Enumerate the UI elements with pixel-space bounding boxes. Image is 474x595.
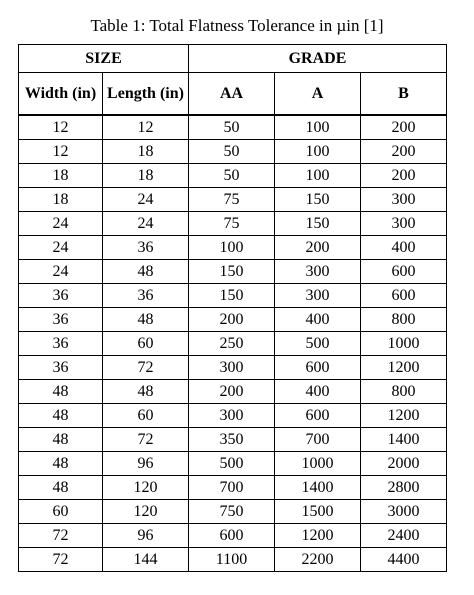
grade-b-cell: 200 bbox=[361, 115, 447, 140]
width-cell: 24 bbox=[19, 212, 103, 236]
width-cell: 72 bbox=[19, 524, 103, 548]
width-cell: 48 bbox=[19, 428, 103, 452]
table-row bbox=[19, 500, 447, 524]
width-cell: 36 bbox=[19, 356, 103, 380]
grade-b-cell: 600 bbox=[361, 260, 447, 284]
width-cell: 72 bbox=[19, 548, 103, 572]
width-cell: 12 bbox=[19, 140, 103, 164]
grade-a-cell: 1000 bbox=[275, 452, 361, 476]
table-row bbox=[19, 548, 447, 572]
length-cell: 72 bbox=[103, 428, 189, 452]
grade-aa-cell: 50 bbox=[189, 115, 275, 140]
length-cell: 96 bbox=[103, 524, 189, 548]
grade-b-cell: 800 bbox=[361, 308, 447, 332]
length-cell: 48 bbox=[103, 308, 189, 332]
table-row bbox=[19, 476, 447, 500]
length-cell: 18 bbox=[103, 164, 189, 188]
grade-group-header: GRADE bbox=[189, 45, 447, 73]
grade-a-cell: 600 bbox=[275, 356, 361, 380]
table-row bbox=[19, 356, 447, 380]
grade-a-cell: 100 bbox=[275, 140, 361, 164]
grade-aa-cell: 750 bbox=[189, 500, 275, 524]
grade-a-cell: 400 bbox=[275, 308, 361, 332]
grade-b-cell: 400 bbox=[361, 236, 447, 260]
table-row bbox=[19, 188, 447, 212]
width-cell: 12 bbox=[19, 115, 103, 140]
table-body bbox=[19, 115, 447, 572]
table-row bbox=[19, 332, 447, 356]
grade-b-cell: 2400 bbox=[361, 524, 447, 548]
length-cell: 48 bbox=[103, 380, 189, 404]
table-caption: Table 1: Total Flatness Tolerance in µin [1] bbox=[90, 16, 384, 35]
grade-b-cell: 300 bbox=[361, 212, 447, 236]
grade-b-cell: 1400 bbox=[361, 428, 447, 452]
grade-a-cell: 400 bbox=[275, 380, 361, 404]
table-row bbox=[19, 452, 447, 476]
grade-b-cell: 1200 bbox=[361, 356, 447, 380]
grade-a-cell: 600 bbox=[275, 404, 361, 428]
length-cell: 36 bbox=[103, 236, 189, 260]
header-row-columns bbox=[19, 73, 447, 116]
table-row bbox=[19, 236, 447, 260]
grade-aa-cell: 150 bbox=[189, 260, 275, 284]
length-cell: 96 bbox=[103, 452, 189, 476]
grade-a-cell: 700 bbox=[275, 428, 361, 452]
grade-a-cell: 150 bbox=[275, 212, 361, 236]
grade-aa-cell: 700 bbox=[189, 476, 275, 500]
length-cell: 12 bbox=[103, 115, 189, 140]
grade-aa-column-header: AA bbox=[189, 73, 275, 116]
length-cell: 36 bbox=[103, 284, 189, 308]
width-cell: 48 bbox=[19, 380, 103, 404]
width-cell: 48 bbox=[19, 404, 103, 428]
grade-aa-cell: 50 bbox=[189, 164, 275, 188]
size-group-header: SIZE bbox=[19, 45, 189, 73]
table-row bbox=[19, 115, 447, 140]
grade-b-cell: 1200 bbox=[361, 404, 447, 428]
grade-aa-cell: 350 bbox=[189, 428, 275, 452]
grade-a-cell: 2200 bbox=[275, 548, 361, 572]
width-cell: 48 bbox=[19, 452, 103, 476]
grade-aa-cell: 500 bbox=[189, 452, 275, 476]
grade-a-cell: 200 bbox=[275, 236, 361, 260]
grade-b-cell: 600 bbox=[361, 284, 447, 308]
table-header bbox=[19, 45, 447, 116]
length-cell: 60 bbox=[103, 332, 189, 356]
grade-aa-cell: 200 bbox=[189, 308, 275, 332]
grade-a-cell: 500 bbox=[275, 332, 361, 356]
length-cell: 24 bbox=[103, 212, 189, 236]
table-row bbox=[19, 212, 447, 236]
grade-aa-cell: 600 bbox=[189, 524, 275, 548]
grade-b-cell: 2800 bbox=[361, 476, 447, 500]
length-cell: 48 bbox=[103, 260, 189, 284]
table-row bbox=[19, 428, 447, 452]
length-cell: 24 bbox=[103, 188, 189, 212]
width-cell: 18 bbox=[19, 164, 103, 188]
length-cell: 60 bbox=[103, 404, 189, 428]
length-cell: 18 bbox=[103, 140, 189, 164]
grade-a-cell: 150 bbox=[275, 188, 361, 212]
grade-a-cell: 100 bbox=[275, 164, 361, 188]
grade-aa-cell: 1100 bbox=[189, 548, 275, 572]
length-cell: 144 bbox=[103, 548, 189, 572]
grade-aa-cell: 200 bbox=[189, 380, 275, 404]
grade-aa-cell: 50 bbox=[189, 140, 275, 164]
grade-aa-cell: 75 bbox=[189, 212, 275, 236]
grade-aa-cell: 100 bbox=[189, 236, 275, 260]
table-row bbox=[19, 260, 447, 284]
header-row-groups bbox=[19, 45, 447, 73]
grade-aa-cell: 300 bbox=[189, 404, 275, 428]
table-row bbox=[19, 164, 447, 188]
width-cell: 36 bbox=[19, 332, 103, 356]
table-row bbox=[19, 140, 447, 164]
table-row bbox=[19, 308, 447, 332]
grade-b-cell: 800 bbox=[361, 380, 447, 404]
grade-aa-cell: 75 bbox=[189, 188, 275, 212]
grade-a-cell: 1200 bbox=[275, 524, 361, 548]
width-cell: 18 bbox=[19, 188, 103, 212]
grade-a-cell: 300 bbox=[275, 260, 361, 284]
width-cell: 24 bbox=[19, 236, 103, 260]
length-cell: 120 bbox=[103, 476, 189, 500]
grade-b-cell: 300 bbox=[361, 188, 447, 212]
width-cell: 24 bbox=[19, 260, 103, 284]
table-row bbox=[19, 380, 447, 404]
grade-b-cell: 4400 bbox=[361, 548, 447, 572]
grade-a-cell: 1500 bbox=[275, 500, 361, 524]
table-row bbox=[19, 524, 447, 548]
width-cell: 48 bbox=[19, 476, 103, 500]
width-column-header: Width (in) bbox=[19, 73, 103, 116]
grade-b-column-header: B bbox=[361, 73, 447, 116]
grade-a-cell: 1400 bbox=[275, 476, 361, 500]
table-row bbox=[19, 404, 447, 428]
width-cell: 36 bbox=[19, 308, 103, 332]
table-row bbox=[19, 284, 447, 308]
width-cell: 60 bbox=[19, 500, 103, 524]
grade-b-cell: 1000 bbox=[361, 332, 447, 356]
grade-aa-cell: 300 bbox=[189, 356, 275, 380]
length-cell: 72 bbox=[103, 356, 189, 380]
width-cell: 36 bbox=[19, 284, 103, 308]
grade-b-cell: 3000 bbox=[361, 500, 447, 524]
grade-a-column-header: A bbox=[275, 73, 361, 116]
grade-aa-cell: 150 bbox=[189, 284, 275, 308]
grade-b-cell: 2000 bbox=[361, 452, 447, 476]
grade-b-cell: 200 bbox=[361, 164, 447, 188]
flatness-tolerance-table bbox=[18, 44, 447, 572]
grade-a-cell: 100 bbox=[275, 115, 361, 140]
grade-a-cell: 300 bbox=[275, 284, 361, 308]
length-column-header: Length (in) bbox=[103, 73, 189, 116]
grade-aa-cell: 250 bbox=[189, 332, 275, 356]
length-cell: 120 bbox=[103, 500, 189, 524]
grade-b-cell: 200 bbox=[361, 140, 447, 164]
